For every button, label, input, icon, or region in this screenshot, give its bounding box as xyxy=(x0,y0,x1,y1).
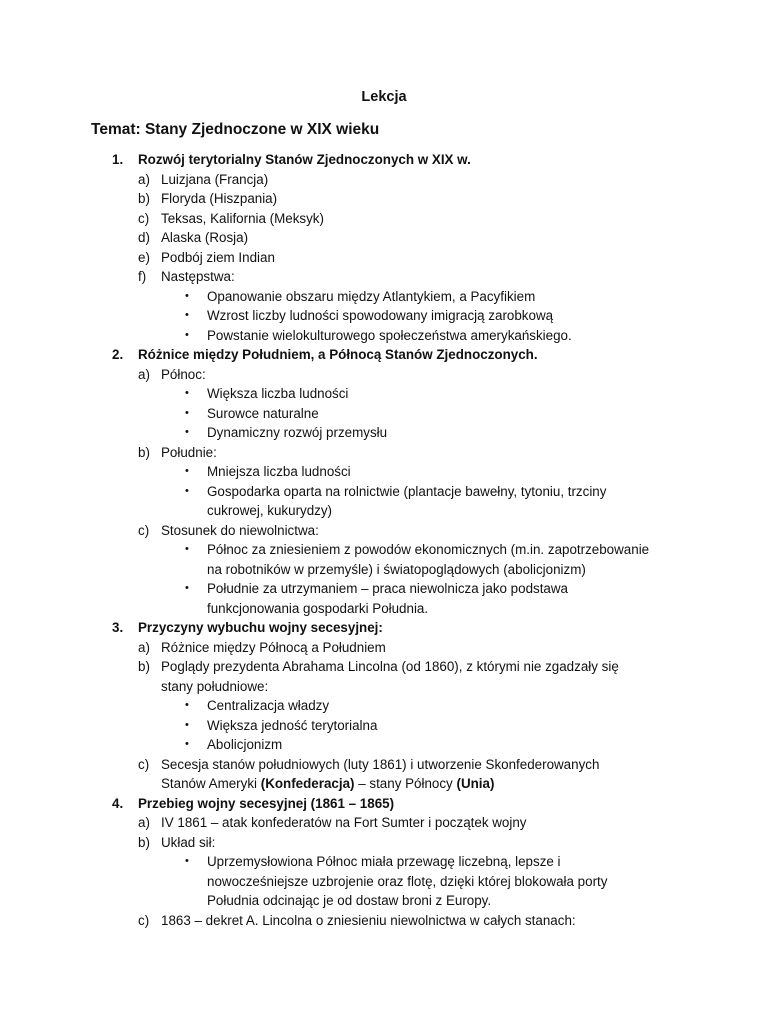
item-letter: a) xyxy=(138,171,150,187)
bullet-item xyxy=(0,716,768,736)
bullet-icon: • xyxy=(185,465,189,477)
list-item xyxy=(0,813,768,833)
item-letter: c) xyxy=(138,912,150,928)
item-text: Poglądy prezydenta Abrahama Lincolna (od 1860), z którymi nie zgadzały się xyxy=(161,659,619,674)
item-text: Następstwa: xyxy=(161,269,235,284)
bullet-text: Centralizacja władzy xyxy=(207,698,330,713)
list-item-continuation xyxy=(0,774,768,794)
bullet-continuation xyxy=(0,872,768,892)
section-number: 4. xyxy=(112,795,124,811)
section-title: Przebieg wojny secesyjnej (1861 – 1865) xyxy=(138,795,395,811)
bullet-text: Uprzemysłowiona Północ miała przewagę liczebną, lepsze i xyxy=(207,854,561,869)
item-text-part: Stanów Ameryki xyxy=(161,776,261,791)
bullet-icon: • xyxy=(185,426,189,438)
item-letter: e) xyxy=(138,249,150,265)
section-title: Rozwój terytorialny Stanów Zjednoczonych w XIX w. xyxy=(138,152,471,167)
list-item xyxy=(0,638,768,658)
bullet-icon: • xyxy=(185,387,189,399)
item-letter: c) xyxy=(138,756,150,772)
bullet-text: Większa jedność terytorialna xyxy=(207,717,378,733)
list-item xyxy=(0,521,768,541)
bullet-item xyxy=(0,287,768,307)
item-letter: b) xyxy=(138,659,150,674)
bullet-text: Powstanie wielokulturowego społeczeństwa amerykańskiego. xyxy=(207,327,572,343)
bullet-text: Większa liczba ludności xyxy=(207,386,349,401)
item-letter: b) xyxy=(138,834,150,850)
outline-list xyxy=(0,150,768,930)
list-item xyxy=(0,267,768,287)
bullet-text: Surowce naturalne xyxy=(207,405,319,421)
union-term: (Unia) xyxy=(456,776,495,791)
item-text: Secesja stanów południowych (luty 1861) i utworzenie Skonfederowanych xyxy=(161,756,600,772)
item-text: Południe: xyxy=(161,444,217,460)
bullet-icon: • xyxy=(185,582,189,594)
bullet-icon: • xyxy=(185,406,189,419)
bullet-item xyxy=(0,696,768,716)
item-text: Różnice między Północą a Południem xyxy=(161,639,386,655)
item-text-part: – stany Północy xyxy=(354,776,457,791)
bullet-text: funkcjonowania gospodarki Południa. xyxy=(207,600,429,616)
item-letter: a) xyxy=(138,639,150,655)
item-letter: a) xyxy=(138,366,150,382)
list-item xyxy=(0,657,768,677)
bullet-item xyxy=(0,326,768,346)
item-text: Stosunek do niewolnictwa: xyxy=(161,522,319,538)
item-text: Floryda (Hiszpania) xyxy=(161,191,278,206)
section-number: 2. xyxy=(112,347,124,362)
bullet-text: Południe za utrzymaniem – praca niewolnicza jako podstawa xyxy=(207,581,568,596)
item-text: IV 1861 – atak konfederatów na Fort Sumter i początek wojny xyxy=(161,815,527,830)
bullet-icon: • xyxy=(185,309,189,321)
item-letter: f) xyxy=(138,269,147,284)
bullet-item xyxy=(0,306,768,326)
list-item xyxy=(0,189,768,209)
list-item xyxy=(0,443,768,463)
bullet-continuation xyxy=(0,891,768,911)
item-text: 1863 – dekret A. Lincolna o zniesieniu niewolnictwa w całych stanach: xyxy=(161,912,576,928)
bullet-text: Gospodarka oparta na rolnictwie (plantacje bawełny, tytoniu, trzciny xyxy=(207,483,607,499)
item-letter: a) xyxy=(138,815,150,830)
list-item xyxy=(0,228,768,248)
section-number: 3. xyxy=(112,620,124,635)
bullet-item xyxy=(0,423,768,443)
section-title: Przyczyny wybuchu wojny secesyjnej: xyxy=(138,620,383,635)
list-item xyxy=(0,209,768,229)
bullet-icon: • xyxy=(185,699,189,711)
section-title: Różnice między Południem, a Północą Stanów Zjednoczonych. xyxy=(138,347,538,362)
bullet-item xyxy=(0,482,768,502)
bullet-continuation xyxy=(0,599,768,619)
bullet-text: Mniejsza liczba ludności xyxy=(207,464,351,479)
bullet-text: cukrowej, kukurydzy) xyxy=(207,503,333,518)
bullet-text: na robotników w przemyśle) i światopoglądowych (abolicjonizm) xyxy=(207,561,586,577)
bullet-icon: • xyxy=(185,718,189,731)
item-text: Podbój ziem Indian xyxy=(161,249,275,265)
lesson-title: Lekcja xyxy=(361,89,407,105)
bullet-item xyxy=(0,404,768,424)
list-item xyxy=(0,365,768,385)
bullet-icon: • xyxy=(185,289,189,302)
bullet-icon: • xyxy=(185,738,189,750)
item-letter: b) xyxy=(138,191,150,206)
item-text: Alaska (Rosja) xyxy=(161,230,249,245)
bullet-continuation xyxy=(0,560,768,580)
item-letter: c) xyxy=(138,210,150,226)
item-text: Luizjana (Francja) xyxy=(161,171,269,187)
bullet-text: Północ za zniesieniem z powodów ekonomicznych (m.in. zapotrzebowanie xyxy=(207,542,650,557)
list-item xyxy=(0,170,768,190)
section-3-heading xyxy=(0,618,768,638)
list-item xyxy=(0,248,768,268)
list-item xyxy=(0,755,768,775)
confederacy-term: (Konfederacja) xyxy=(260,776,355,791)
bullet-text: Abolicjonizm xyxy=(207,737,283,752)
item-letter: d) xyxy=(138,230,150,245)
bullet-icon: • xyxy=(185,328,189,341)
bullet-item xyxy=(0,462,768,482)
bullet-text: Dynamiczny rozwój przemysłu xyxy=(207,425,388,440)
bullet-text: nowocześniejsze uzbrojenie oraz flotę, dzięki której blokowała porty xyxy=(207,873,608,889)
bullet-item xyxy=(0,579,768,599)
section-number: 1. xyxy=(112,152,124,167)
item-text: Układ sił: xyxy=(161,834,216,850)
bullet-item xyxy=(0,735,768,755)
bullet-item xyxy=(0,852,768,872)
item-letter: c) xyxy=(138,522,150,538)
section-2-heading xyxy=(0,345,768,365)
bullet-item xyxy=(0,384,768,404)
item-text xyxy=(161,774,494,794)
bullet-continuation xyxy=(0,501,768,521)
item-text: Północ: xyxy=(161,366,206,382)
bullet-text: Wzrost liczby ludności spowodowany imigracją zarobkową xyxy=(207,308,554,323)
bullet-item xyxy=(0,540,768,560)
item-letter: b) xyxy=(138,444,150,460)
bullet-icon: • xyxy=(185,484,189,497)
list-item-continuation xyxy=(0,677,768,697)
list-item xyxy=(0,833,768,853)
item-text: stany południowe: xyxy=(161,678,269,694)
section-1-heading xyxy=(0,150,768,170)
bullet-text: Opanowanie obszaru między Atlantykiem, a Pacyfikiem xyxy=(207,288,536,304)
lesson-topic: Temat: Stany Zjednoczone w XIX wieku xyxy=(91,121,380,138)
bullet-icon: • xyxy=(185,543,189,555)
bullet-text: Południa odcinając je od dostaw broni z Europy. xyxy=(207,893,492,908)
item-text: Teksas, Kalifornia (Meksyk) xyxy=(161,210,324,226)
section-4-heading xyxy=(0,794,768,814)
list-item xyxy=(0,911,768,931)
bullet-icon: • xyxy=(185,855,189,867)
